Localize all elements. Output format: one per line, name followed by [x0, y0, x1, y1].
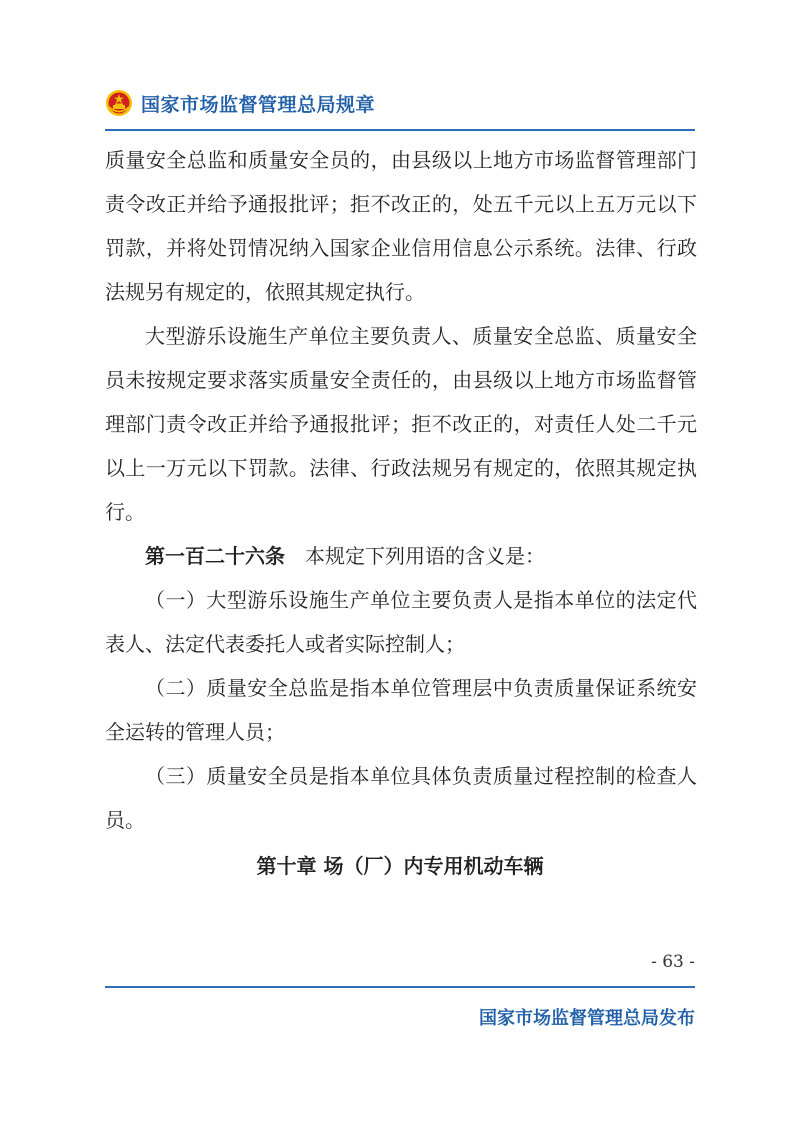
footer-divider: [105, 986, 695, 988]
definition-item-3: （三）质量安全员是指本单位具体负责质量过程控制的检查人员。: [105, 764, 697, 832]
article-126: [105, 534, 697, 578]
definition-item-2: （二）质量安全总监是指本单位管理层中负责质量保证系统安全运转的管理人员；: [105, 676, 697, 744]
footer-publisher: 国家市场监督管理总局发布: [479, 1008, 695, 1029]
page-number: - 63 -: [651, 952, 695, 972]
article-text: 本规定下列用语的含义是：: [305, 544, 545, 568]
document-body: [105, 138, 697, 842]
page-header: [105, 86, 375, 120]
header-divider: [105, 129, 695, 131]
header-title: 国家市场监督管理总局规章: [141, 93, 376, 116]
definition-item-1: （一）大型游乐设施生产单位主要负责人是指本单位的法定代表人、法定代表委托人或者实际控制人；: [105, 588, 697, 656]
paragraph-penalty: 大型游乐设施生产单位主要负责人、质量安全总监、质量安全员未按规定要求落实质量安全责任的，由县级以上地方市场监督管理部门责令改正并给予通报批评；拒不改正的，对责任人处二千元以上一万元以下罚款。法律、行政法规另有规定的，依照其规定执行。: [105, 324, 697, 524]
paragraph-continuation: 质量安全总监和质量安全员的，由县级以上地方市场监督管理部门责令改正并给予通报批评；拒不改正的，处五千元以上五万元以下罚款，并将处罚情况纳入国家企业信用信息公示系统。法律、行政法规另有规定的，依照其规定执行。: [105, 148, 697, 304]
article-heading: 第一百二十六条: [145, 544, 285, 568]
national-emblem-icon: [105, 89, 133, 117]
chapter-title: 第十章 场（厂）内专用机动车辆: [256, 854, 544, 878]
